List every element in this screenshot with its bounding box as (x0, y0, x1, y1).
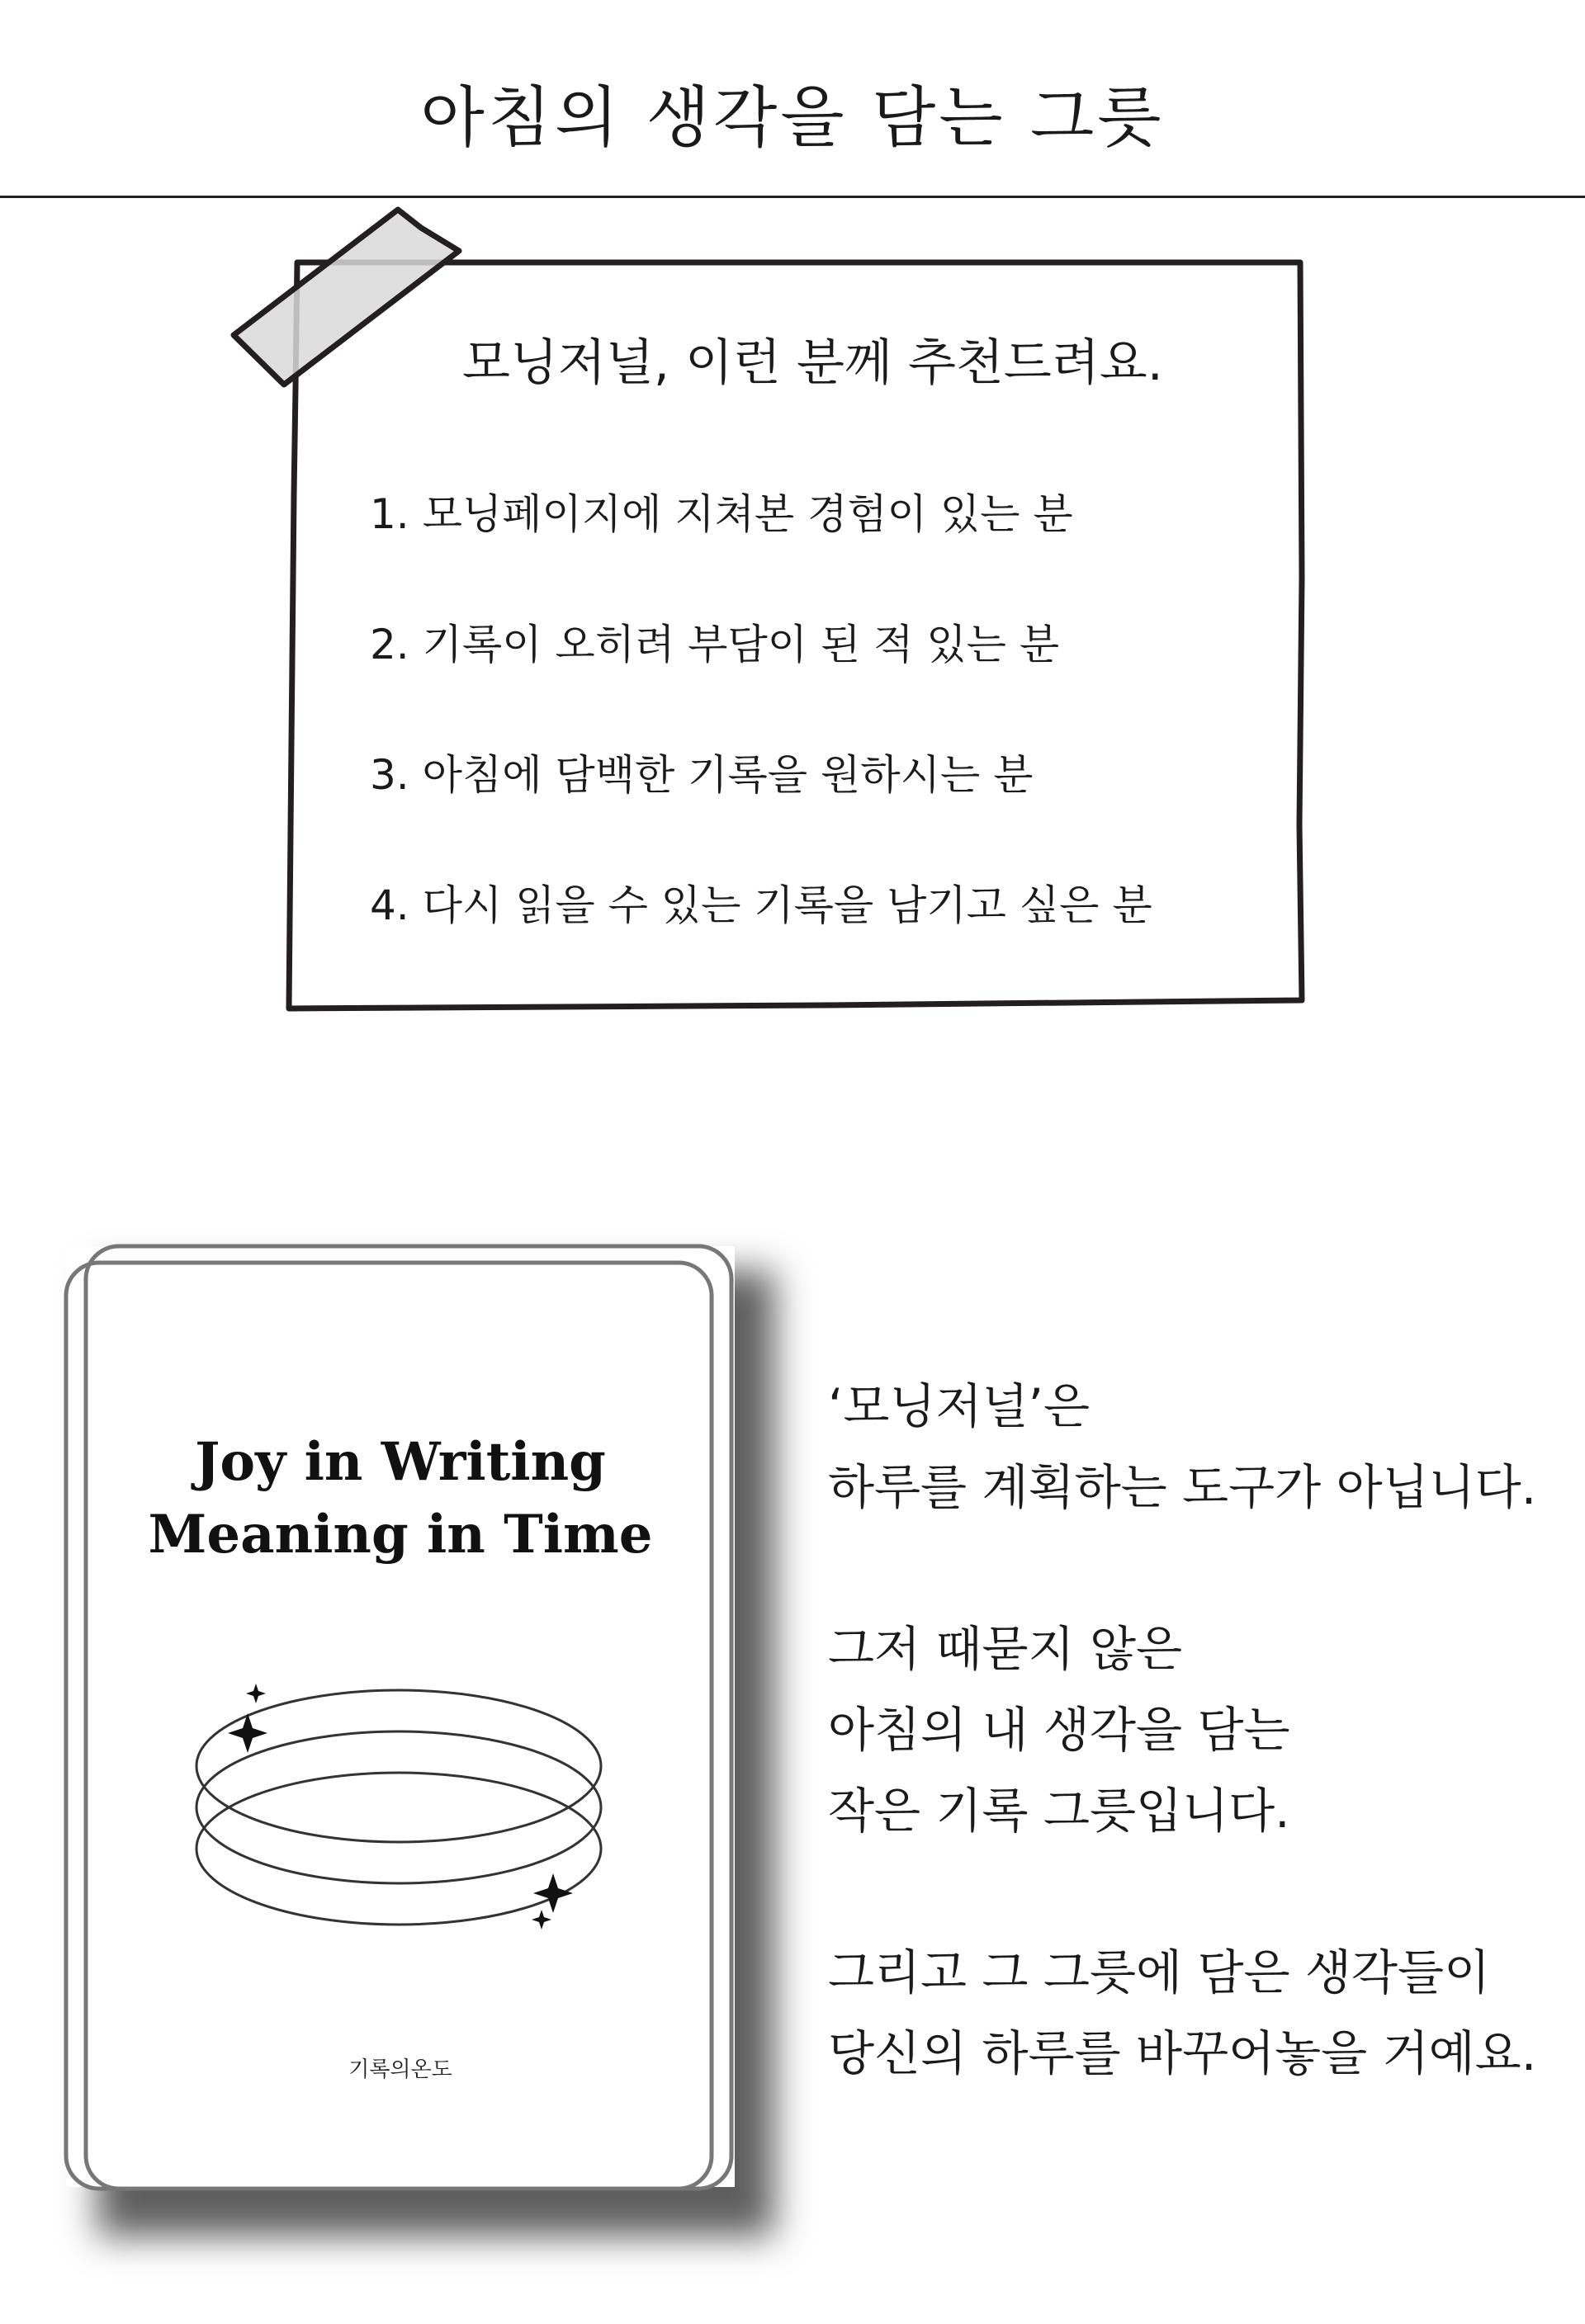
cover-title-line1: Joy in Writing (195, 1431, 606, 1493)
description-line: 작은 기록 그릇입니다. (828, 1783, 1290, 1839)
paragraph-gap (828, 1528, 1571, 1608)
list-item: 2. 기록이 오히려 부담이 된 적 있는 분 (370, 621, 1060, 668)
cover-title-line2: Meaning in Time (148, 1504, 653, 1566)
description-line: 당신의 하루를 바꾸어놓을 거예요. (828, 2025, 1537, 2081)
list-item: 3. 아침에 담백한 기록을 원하시는 분 (370, 751, 1034, 799)
list-item: 4. 다시 읽을 수 있는 기록을 남기고 싶은 분 (370, 881, 1152, 929)
description-line: 하루를 계획하는 도구가 아닙니다. (828, 1459, 1537, 1515)
description-line: ‘모닝저널’은 (828, 1378, 1091, 1434)
paragraph-gap (828, 1851, 1571, 1932)
description-line: 아침의 내 생각을 담는 (828, 1702, 1290, 1758)
header-divider (0, 196, 1585, 198)
tape-icon (234, 210, 459, 385)
description-line: 그저 때묻지 않은 (828, 1621, 1183, 1677)
description-block (828, 1366, 1571, 2094)
page-title: 아침의 생각을 담는 그릇 (420, 79, 1165, 156)
journal-cover (66, 1246, 735, 2187)
cover-brand: 기록의온도 (348, 2057, 452, 2082)
list-item: 1. 모닝페이지에 지쳐본 경험이 있는 분 (370, 490, 1073, 538)
note-heading: 모닝저널, 이런 분께 추천드려요. (462, 334, 1163, 392)
recommendation-list (370, 485, 1152, 1007)
description-line: 그리고 그 그릇에 담은 생각들이 (828, 1944, 1491, 2000)
